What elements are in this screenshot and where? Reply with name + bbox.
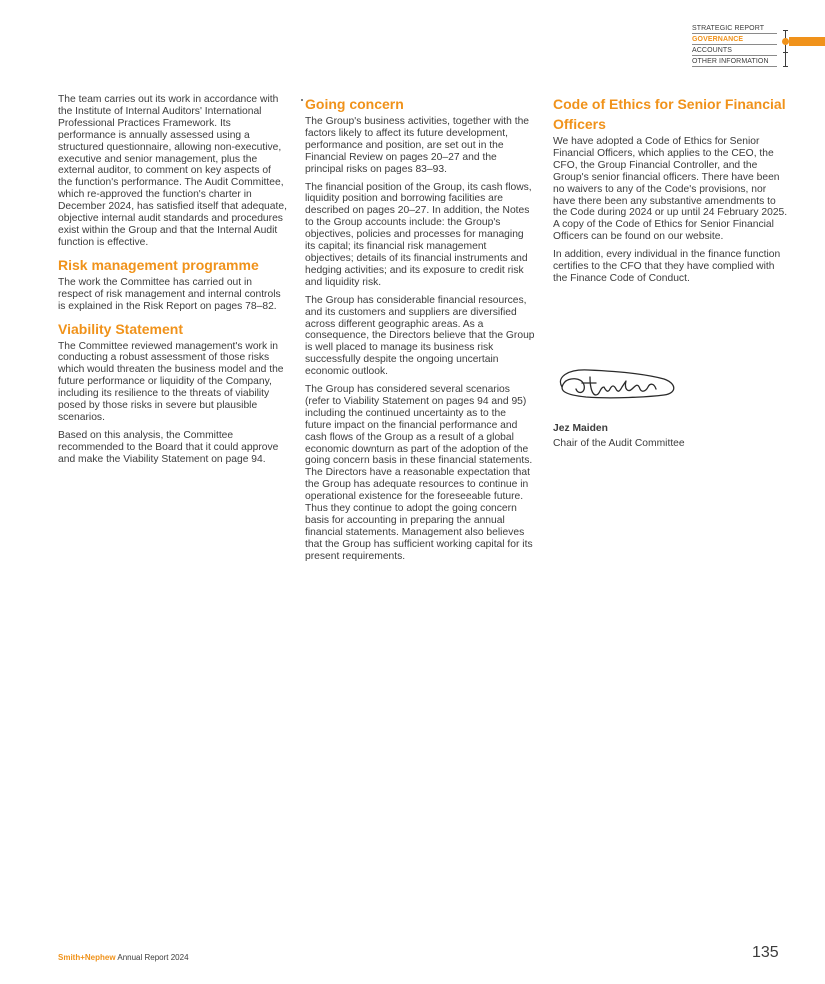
nav-active-tab-bar — [789, 37, 825, 46]
viability-paragraph-2: Based on this analysis, the Committee recommended to the Board that it could approve and make the Viability Statement on page 94. — [58, 429, 279, 465]
column-left — [58, 94, 288, 472]
column-marker-dot — [301, 99, 303, 101]
nav-track-line — [785, 30, 786, 67]
going-concern-paragraph-3: The Group has considerable financial resources, and its customers and suppliers are diversified across different geographic areas. As a consequence, the Directors believe that the Group is well placed to manage its business risk successfully despite the ongoing uncertain economic outlook. — [305, 294, 535, 378]
internal-audit-paragraph: The team carries out its work in accordance with the Institute of Internal Auditors' International Professional Practices Framework. Its performance is annually assessed using a structured questionnaire, allowing non-executive, executive and senior management, plus the external auditor, to comment on key aspects of the function's performance. The Audit Committee, which re-approved the function's charter in December 2024, has satisfied itself that adequate, objective internal audit standards and procedures exist within the Group and that the Internal Audit function is effective. — [58, 94, 287, 248]
viability-statement-heading: Viability Statement — [58, 320, 184, 337]
page-number: 135 — [752, 944, 779, 961]
footer-report-name: Annual Report 2024 — [117, 953, 189, 962]
code-of-ethics-heading: Code of Ethics for Senior Financial Officers — [553, 96, 786, 132]
going-concern-heading: Going concern — [305, 96, 404, 112]
code-of-ethics-paragraph-1: We have adopted a Code of Ethics for Senior Financial Officers, which applies to the CEO, the CFO, the Group Financial Controller, and the Group's senior financial officers. There have been no waivers to any of the Code's provisions, nor have there been any substantive amendments to the Code during 2024 or up until 24 February 2025. A copy of the Code of Ethics for Senior Financial Officers can be found on our website. — [553, 136, 788, 243]
section-nav — [692, 25, 825, 70]
nav-item-accounts[interactable]: ACCOUNTS — [692, 47, 777, 56]
signatory-name: Jez Maiden — [553, 423, 608, 434]
code-of-ethics-paragraph-2: In addition, every individual in the finance function certifies to the CFO that they have complied with the Finance Code of Conduct. — [553, 249, 781, 284]
column-right — [553, 94, 788, 291]
risk-management-heading: Risk management programme — [58, 256, 259, 273]
column-middle — [305, 94, 535, 569]
nav-item-governance[interactable]: GOVERNANCE — [692, 36, 777, 45]
signature-image — [552, 363, 680, 407]
nav-active-marker-icon — [782, 38, 789, 45]
nav-item-other-information[interactable]: OTHER INFORMATION — [692, 58, 777, 67]
nav-tick — [783, 66, 788, 67]
nav-tick — [783, 30, 788, 31]
footer — [58, 953, 189, 962]
signatory-title: Chair of the Audit Committee — [553, 438, 685, 449]
going-concern-paragraph-4: The Group has considered several scenarios (refer to Viability Statement on pages 94 and 95) including the continued uncertainty as to the future impact on the financial performance and cash flows of the Group as a result of a global economic downturn as part of the adoption of the going concern basis in these financial statements. The Directors have a reasonable expectation that the Group has adequate resources to continue in operational existence for the foreseeable future. Thus they continue to adopt the going concern basis for accounting in preparing the annual financial statements. Management also believes that the Group has sufficient working capital for its present requirements. — [305, 384, 533, 562]
going-concern-paragraph-2: The financial position of the Group, its cash flows, liquidity position and borrowing facilities are described on pages 20–27. In addition, the Notes to the Group accounts include: the Group's objectives, policies and processes for managing its capital; its financial risk management objectives; details of its financial instruments and hedging activities; and its exposure to credit risk and liquidity risk. — [305, 181, 532, 288]
going-concern-paragraph-1: The Group's business activities, together with the factors likely to affect its future development, performance and position, are set out in the Financial Review on pages 20–27 and the principal risks on pages 83–93. — [305, 116, 530, 175]
risk-management-paragraph: The work the Committee has carried out in respect of risk management and internal controls is explained in the Risk Report on pages 78–82. — [58, 276, 281, 312]
viability-paragraph-1: The Committee reviewed management's work in conducting a robust assessment of those risks which would threaten the business model and the future performance or liquidity of the Company, including its resilience to the threats of viability posed by those risks in severe but plausible scenarios. — [58, 340, 284, 423]
nav-item-strategic-report[interactable]: STRATEGIC REPORT — [692, 25, 777, 34]
footer-brand: Smith+Nephew — [58, 953, 116, 962]
nav-tick — [783, 52, 788, 53]
